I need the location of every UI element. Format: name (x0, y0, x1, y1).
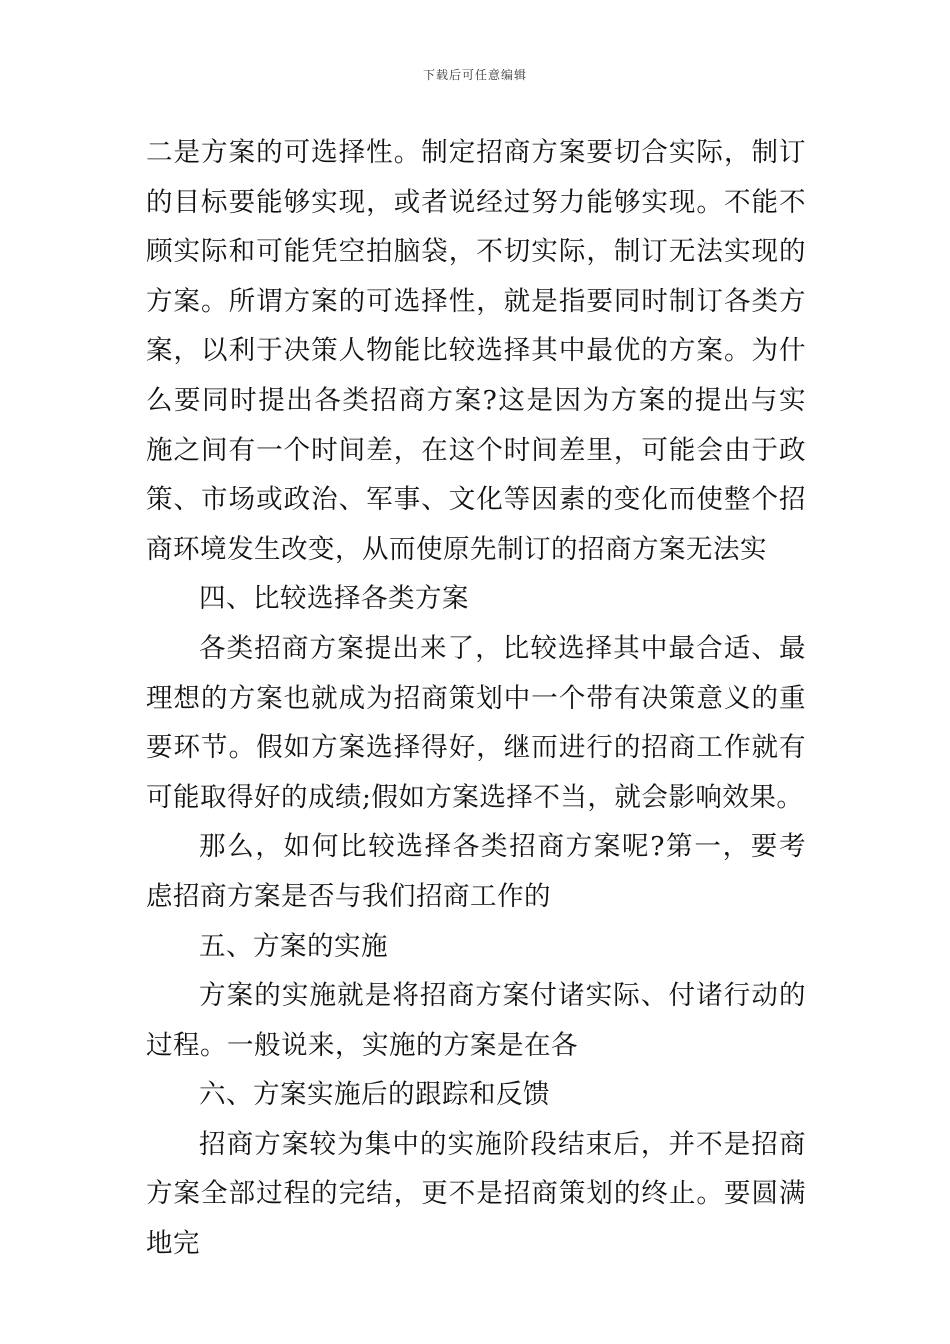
section-heading-5: 五、方案的实施 (199, 930, 388, 962)
document-body (146, 128, 806, 1269)
header-note: 下载后可任意编辑 (422, 68, 527, 82)
paragraph: 招商方案较为集中的实施阶段结束后，并不是招商方案全部过程的完结，更不是招商策划的终止。要圆满地完 (146, 1128, 806, 1260)
paragraph: 二是方案的可选择性。制定招商方案要切合实际，制订的目标要能够实现，或者说经过努力能够实现。不能不顾实际和可能凭空拍脑袋，不切实际，制订无法实现的方案。所谓方案的可选择性，就是指要同时制订各类方案，以利于决策人物能比较选择其中最优的方案。为什么要同时提出各类招商方案?这是因为方案的提出与实施之间有一个时间差，在这个时间差里，可能会由于政策、市场或政治、军事、文化等因素的变化而使整个招商环境发生改变，从而使原先制订的招商方案无法实 (146, 137, 806, 565)
section-heading-6: 六、方案实施后的跟踪和反馈 (199, 1079, 550, 1111)
paragraph: 各类招商方案提出来了，比较选择其中最合适、最理想的方案也就成为招商策划中一个带有决策意义的重要环节。假如方案选择得好，继而进行的招商工作就有可能取得好的成绩;假如方案选择不当，就会影响效果。 (146, 632, 806, 813)
paragraph: 那么，如何比较选择各类招商方案呢?第一，要考虑招商方案是否与我们招商工作的 (146, 831, 806, 912)
paragraph: 方案的实施就是将招商方案付诸实际、付诸行动的过程。一般说来，实施的方案是在各 (146, 980, 806, 1061)
section-heading-4: 四、比较选择各类方案 (199, 583, 469, 615)
